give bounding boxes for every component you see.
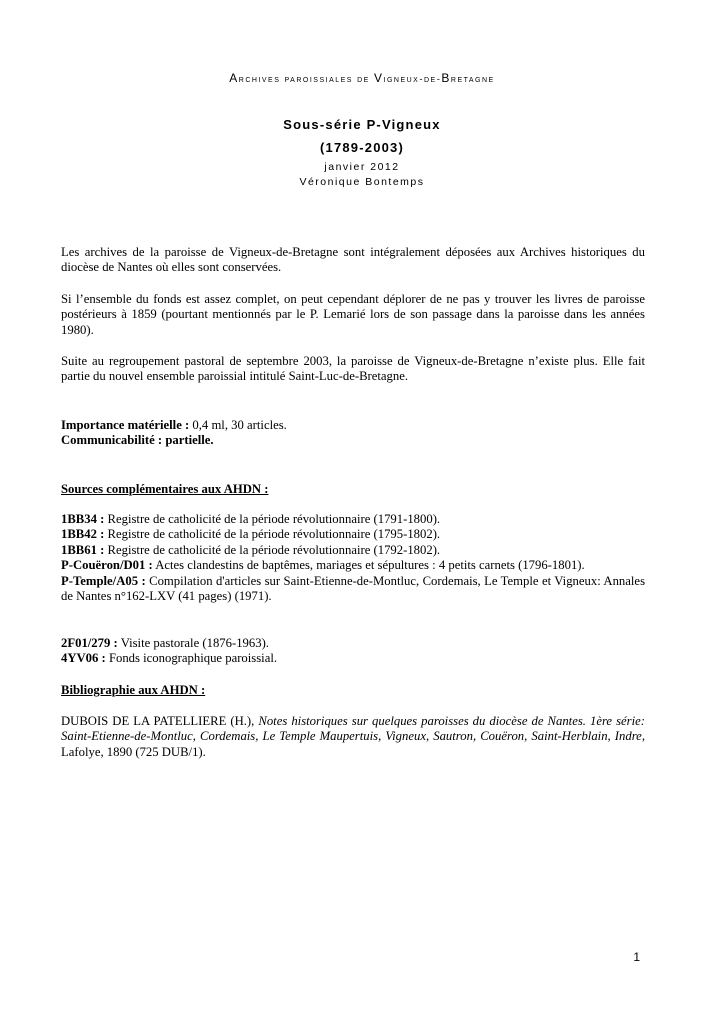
source-item [61,527,645,542]
source-code: 1BB34 : [61,512,105,526]
title-part: rchives paroissiales de [238,74,374,85]
biblio-publisher: , Lafolye, 1890 (725 DUB/1). [61,729,645,759]
document-author: Véronique Bontemps [299,176,425,188]
source-item [61,543,645,558]
importance-label: Importance matérielle : [61,418,190,432]
source-item [61,512,645,527]
sources-list [61,512,645,604]
intro-paragraph-1: Les archives de la paroisse de Vigneux-de-Bretagne sont intégralement déposées aux Archives historiques du diocèse de Nantes où elles sont conservées. [61,245,645,275]
source-code: 1BB42 : [61,527,105,542]
title-part: A [229,71,239,85]
title-part: retagne [450,74,495,85]
archive-title [0,71,724,85]
bibliography-heading: Bibliographie aux AHDN : [61,683,206,697]
importance-value: 0,4 ml, 30 articles. [189,418,287,432]
communicability: Communicabilité : partielle. [61,433,214,448]
document-date: janvier 2012 [324,161,400,173]
source-code: P-Couëron/D01 : [61,558,153,573]
date-range: (1789-2003) [319,140,405,155]
source-text: Registre de catholicité de la période révolutionnaire (1791-1800). [104,512,441,526]
bibliography-entry [61,714,645,760]
source-text: Compilation d'articles sur Saint-Etienne-de-Montluc, Cordemais, Le Temple et Vigneux: Annales de Nantes n°162-LXV (41 pages) (1971). [61,573,646,604]
source-code: 1BB61 : [61,542,105,557]
title-part: igneux-de- [383,74,442,85]
source-text: Visite pastorale (1876-1963). [117,636,269,650]
importance-row [61,418,645,433]
biblio-title: Notes historiques sur quelques paroisses du diocèse de Nantes. 1ère série: Saint-Etienne-de-Montluc, Cordemais, Le Temple Maupertuis, Vigneux, Sautron, Couëron, Saint-Herblain, Indre [61,714,645,744]
intro-paragraph-3: Suite au regroupement pastoral de septembre 2003, la paroisse de Vigneux-de-Bretagne n’existe plus. Elle fait partie du nouvel ensemble paroissial intitulé Saint-Luc-de-Bretagne. [61,354,645,384]
importance-block [61,418,645,449]
title-part: B [441,71,451,85]
source-text: Fonds iconographique paroissial. [105,651,278,666]
source-text: Registre de catholicité de la période révolutionnaire (1795-1802). [104,527,441,542]
source-text: Registre de catholicité de la période révolutionnaire (1792-1802). [104,542,441,557]
source-code: 2F01/279 : [61,636,118,650]
title-part: V [373,71,384,85]
source-text: Actes clandestins de baptêmes, mariages et sépultures : 4 petits carnets (1796-1801). [152,558,585,573]
source-item [61,651,645,666]
sub-series-title: Sous-série P-Vigneux [283,117,441,132]
source-item [61,636,645,651]
sources-list-2 [61,636,645,667]
intro-paragraph-2: Si l’ensemble du fonds est assez complet, on peut cependant déplorer de ne pas y trouver les livres de paroisse postérieurs à 1859 (pourtant mentionnés par le P. Lemarié lors de son passage dans la paroisse dans les années 1980). [61,292,645,337]
page-number: 1 [633,950,640,964]
sources-heading: Sources complémentaires aux AHDN : [61,482,269,496]
biblio-author: DUBOIS DE LA PATELLIERE (H.), [61,714,259,728]
source-code: P-Temple/A05 : [61,573,146,588]
source-item [61,574,645,605]
source-code: 4YV06 : [61,651,106,666]
source-item [61,558,645,573]
